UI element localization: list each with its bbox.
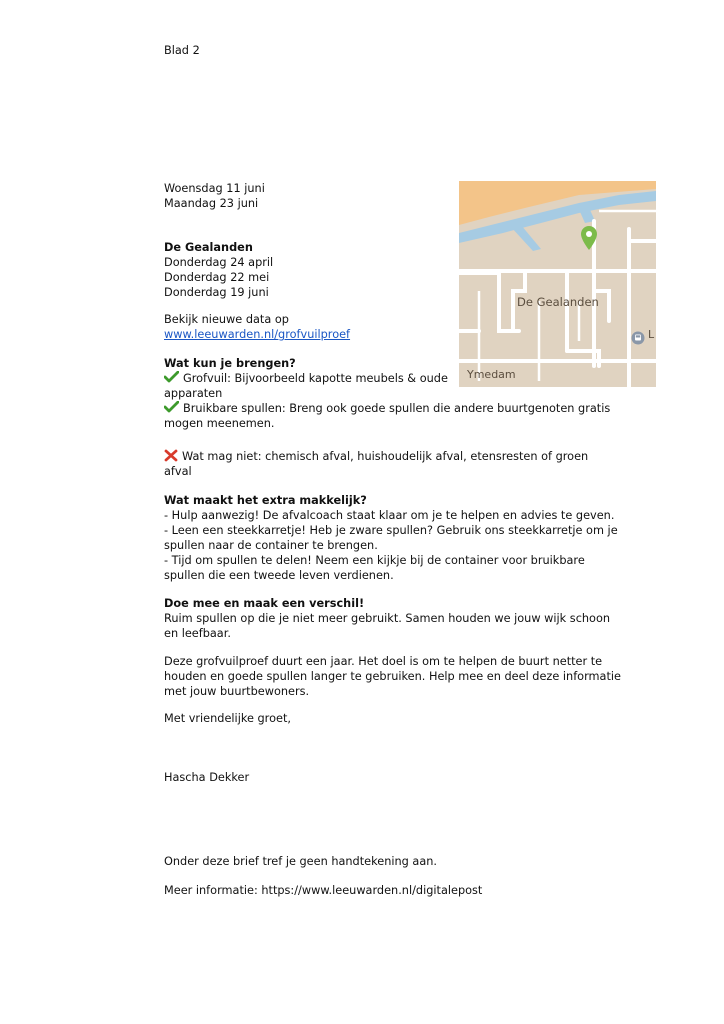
join-heading: Doe mee en maak een verschil! — [164, 597, 365, 610]
easy-heading: Wat maakt het extra makkelijk? — [164, 494, 367, 507]
bring-block — [164, 356, 610, 431]
bring-heading: Wat kun je brengen? — [164, 357, 296, 370]
check-icon — [164, 401, 179, 413]
check-icon — [164, 371, 179, 383]
new-dates-text: Bekijk nieuwe data op — [164, 313, 289, 326]
map-label-edge: L — [648, 328, 655, 341]
bring-item-2-cont: mogen meenemen. — [164, 417, 275, 430]
bring-item-2 — [164, 401, 610, 416]
bring-item-2-text: Bruikbare spullen: Breng ook goede spullen die andere buurtgenoten gratis — [183, 402, 611, 415]
map-label-street: Ymedam — [467, 368, 516, 381]
trial-line: Deze grofvuilproef duurt een jaar. Het doel is om te helpen de buurt netter te — [164, 655, 603, 668]
not-allowed-block — [164, 449, 588, 479]
cross-icon — [164, 449, 178, 462]
district-block — [164, 240, 273, 300]
not-allowed-cont: afval — [164, 465, 192, 478]
signer-name: Hascha Dekker — [164, 771, 250, 784]
trial-line: met jouw buurtbewoners. — [164, 685, 310, 698]
closing-greeting: Met vriendelijke groet, — [164, 712, 291, 725]
grofvuilproef-link[interactable]: www.leeuwarden.nl/grofvuilproef — [164, 328, 351, 341]
easy-line: spullen naar de container te brengen. — [164, 539, 378, 552]
map-label-area: De Gealanden — [517, 295, 599, 309]
bring-item-1-text: Grofvuil: Bijvoorbeeld kapotte meubels & oude — [183, 372, 448, 385]
date-line: Donderdag 22 mei — [164, 271, 270, 284]
join-line: en leefbaar. — [164, 627, 231, 640]
easy-block — [164, 493, 618, 583]
date-line: Donderdag 19 juni — [164, 286, 269, 299]
not-allowed-text: Wat mag niet: chemisch afval, huishoudelijk afval, etensresten of groen — [182, 450, 589, 463]
easy-line: - Tijd om spullen te delen! Neem een kijkje bij de container voor bruikbare — [164, 554, 585, 567]
easy-line: spullen die een tweede leven verdienen. — [164, 569, 394, 582]
date-line: Maandag 23 juni — [164, 197, 259, 210]
district-name: De Gealanden — [164, 241, 253, 254]
bring-item-1 — [164, 371, 610, 386]
join-block — [164, 596, 610, 641]
not-allowed-line — [164, 449, 588, 464]
new-dates-block — [164, 312, 350, 342]
page-label: Blad 2 — [164, 44, 200, 57]
date-line: Woensdag 11 juni — [164, 182, 265, 195]
trial-block — [164, 654, 621, 699]
easy-line: - Leen een steekkarretje! Heb je zware spullen? Gebruik ons steekkarretje om je — [164, 524, 618, 537]
trial-line: houden en goede spullen langer te gebruiken. Help mee en deel deze informatie — [164, 670, 621, 683]
location-pin-icon[interactable] — [581, 226, 597, 250]
no-signature-note: Onder deze brief tref je geen handtekening aan. — [164, 855, 438, 868]
more-info-line: Meer informatie: https://www.leeuwarden.nl/digitalepost — [164, 884, 483, 897]
dates-top — [164, 181, 265, 211]
easy-line: - Hulp aanwezig! De afvalcoach staat klaar om je te helpen en advies te geven. — [164, 509, 615, 522]
join-line: Ruim spullen op die je niet meer gebruikt. Samen houden we jouw wijk schoon — [164, 612, 611, 625]
date-line: Donderdag 24 april — [164, 256, 274, 269]
transit-icon — [631, 331, 645, 345]
bring-item-1-cont: apparaten — [164, 387, 223, 400]
